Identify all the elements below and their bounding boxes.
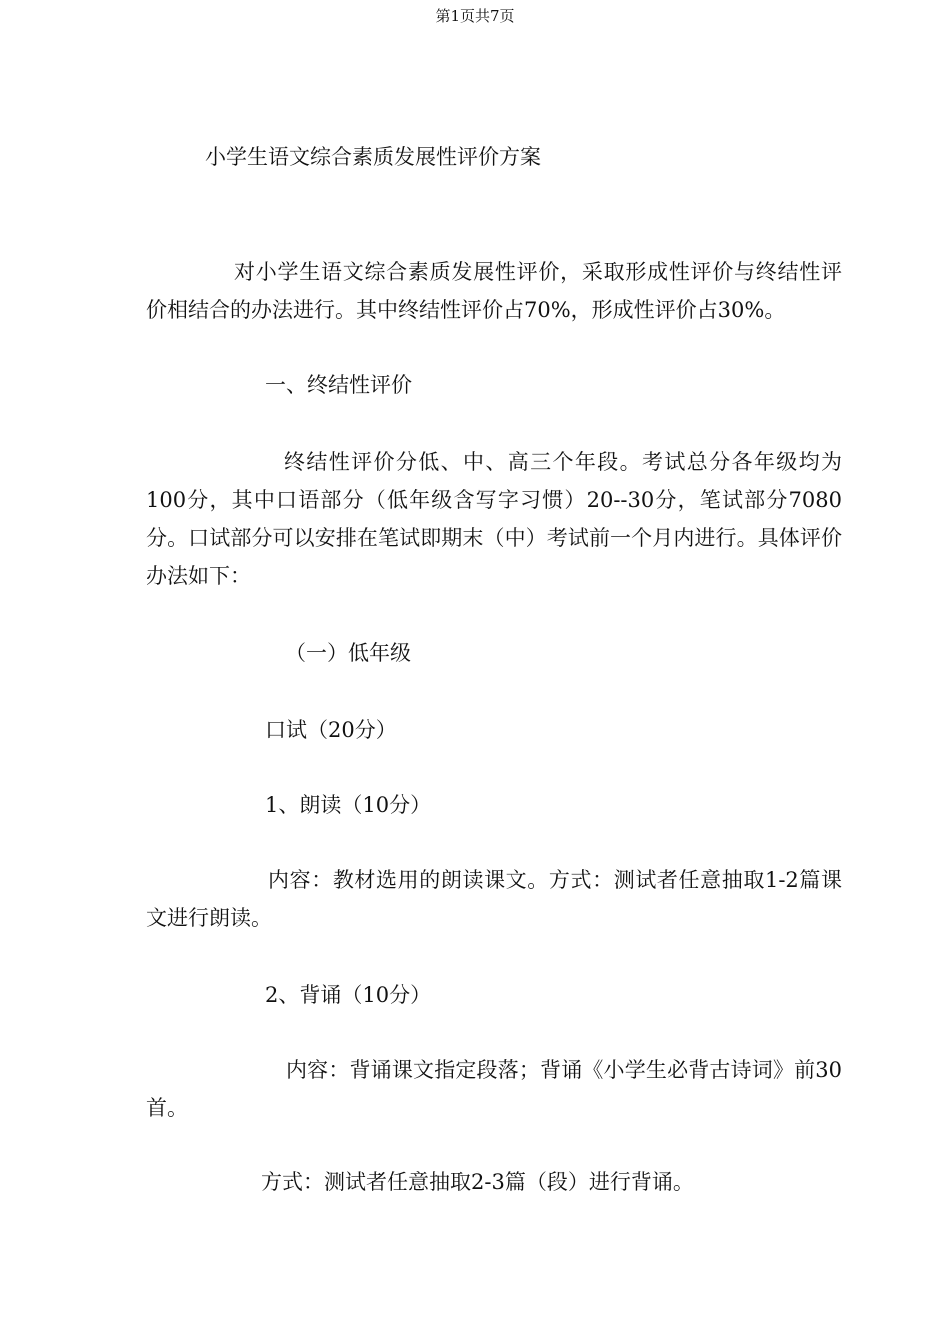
reading-item-paragraph: 内容：教材选用的朗读课文。方式：测试者任意抽取1-2篇课文进行朗读。 [146, 868, 842, 930]
recitation-item-heading: 2、背诵（10分） [265, 983, 432, 1007]
summative-paragraph: 终结性评价分低、中、高三个年段。考试总分各年级均为100分，其中口语部分（低年级含写字习惯）20--30分，笔试部分7080分。口试部分可以安排在笔试即期末（中）考试前一个月内进行。具体评价办法如下： [146, 450, 842, 588]
section-heading-summative: 一、终结性评价 [265, 373, 412, 397]
intro-paragraph: 对小学生语文综合素质发展性评价，采取形成性评价与终结性评价相结合的办法进行。其中终结性评价占70%，形成性评价占30%。 [146, 260, 842, 322]
page-indicator: 第1页共7页 [435, 7, 515, 25]
document-title: 小学生语文综合素质发展性评价方案 [205, 145, 541, 169]
reading-item-heading: 1、朗读（10分） [265, 793, 432, 817]
oral-test-heading: 口试（20分） [265, 718, 397, 742]
recitation-item-paragraph: 内容：背诵课文指定段落；背诵《小学生必背古诗词》前30首。 [146, 1058, 842, 1120]
recitation-method-line: 方式：测试者任意抽取2-3篇（段）进行背诵。 [261, 1170, 694, 1194]
subsection-heading-lower-grade: （一）低年级 [285, 641, 411, 665]
